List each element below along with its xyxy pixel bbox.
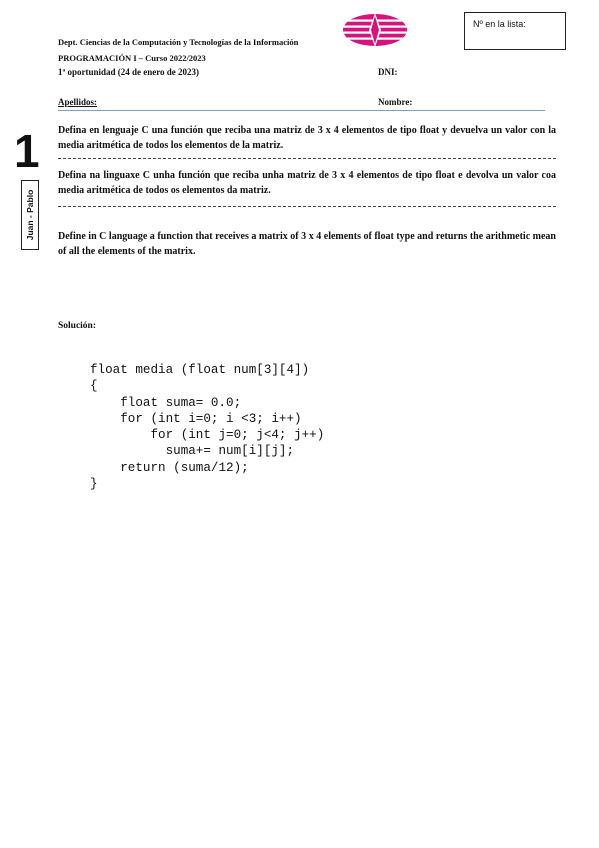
list-number-label: Nº en la lista: <box>473 19 526 29</box>
header-rule <box>58 110 545 111</box>
course-line: PROGRAMACIÓN I – Curso 2022/2023 <box>58 53 206 63</box>
name-label: Nombre: <box>378 97 413 107</box>
surname-label: Apellidos: <box>58 97 98 107</box>
question-spanish: Defina en lenguaje C una función que reciba una matriz de 3 x 4 elementos de tipo float y devuelva un valor con la media aritmética de todos los elementos de la matriz. <box>58 125 556 151</box>
question-number: 1 <box>14 125 40 177</box>
author-tag-label: Juan - Pablo <box>25 189 35 241</box>
logo-graphic <box>342 13 408 47</box>
question-galician: Defina na linguaxe C unha función que reciba unha matriz de 3 x 4 elementos de tipo float e devolva un valor coa media aritmética de todos os elementos da matriz. <box>58 170 556 196</box>
solution-code: float media (float num[3][4]) { float suma= 0.0; for (int i=0; i <3; i++) for (int j=0; j<4; j++) suma+= num[i][j]; return (suma/12); } <box>90 363 325 492</box>
department-line: Dept. Ciencias de la Computación y Tecnologías de la Información <box>58 37 299 47</box>
separator-2 <box>58 206 556 207</box>
session-line: 1ª oportunidad (24 de enero de 2023) <box>58 67 200 77</box>
list-number-box[interactable] <box>464 12 566 50</box>
separator-1 <box>58 158 556 159</box>
author-tag <box>21 180 39 250</box>
university-logo <box>342 13 408 47</box>
question-english: Define in C language a function that receives a matrix of 3 x 4 elements of float type and returns the arithmetic mean of all the elements of the matrix. <box>58 231 556 257</box>
dni-label: DNI: <box>378 67 398 77</box>
solution-label: Solución: <box>58 321 97 331</box>
